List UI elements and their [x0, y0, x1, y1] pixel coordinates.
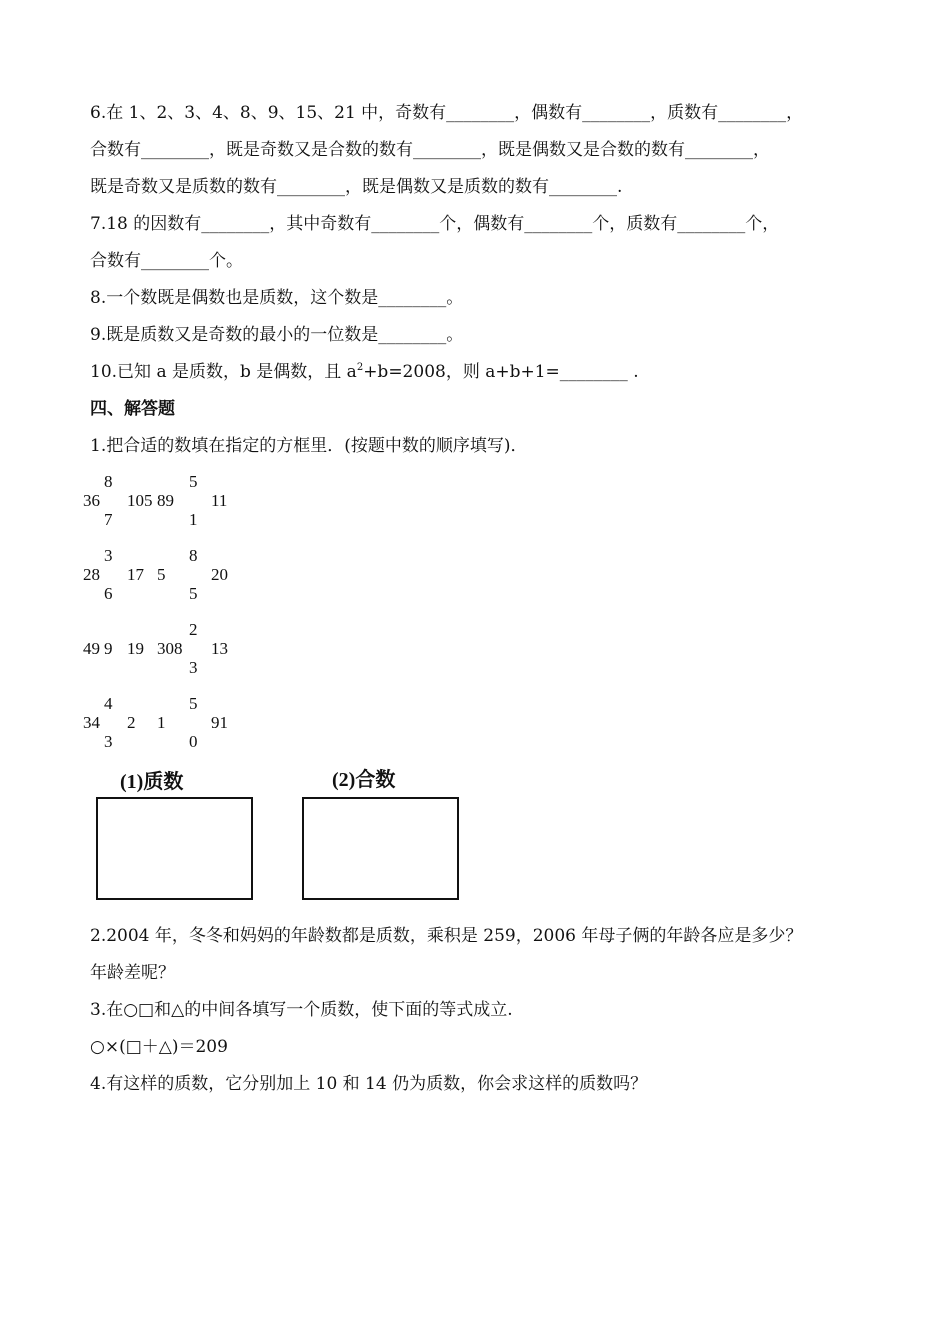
q8: 8.一个数既是偶数也是质数，这个数是________。	[90, 288, 464, 308]
grid-num: 3	[189, 658, 198, 677]
composite-box-label: (2)合数	[332, 769, 396, 791]
grid-num: 91	[211, 713, 228, 732]
a3: 3.在○□和△的中间各填写一个质数，使下面的等式成立.	[90, 1000, 513, 1020]
a2-line2: 年龄差呢？	[90, 963, 175, 983]
grid-num: 34	[83, 713, 100, 732]
q6-line1: 6.在 1、2、3、4、8、9、15、21 中，奇数有________，偶数有________，质数有________，	[90, 103, 804, 123]
prime-box-label: (1)质数	[120, 771, 184, 793]
grid-num: 6	[104, 584, 113, 603]
prime-answer-box[interactable]	[96, 797, 253, 900]
grid-num: 49	[83, 639, 100, 658]
grid-num: 8	[104, 472, 113, 491]
a1: 1.把合适的数填在指定的方框里．(按题中数的顺序填写)．	[90, 436, 528, 456]
a4: 4.有这样的质数，它分别加上 10 和 14 仍为质数，你会求这样的质数吗？	[90, 1074, 648, 1094]
grid-num: 13	[211, 639, 228, 658]
q6-line3: 既是奇数又是质数的数有________，既是偶数又是质数的数有________.	[90, 177, 623, 197]
grid-num: 2	[189, 620, 198, 639]
grid-num: 20	[211, 565, 228, 584]
q9: 9.既是质数又是奇数的最小的一位数是________。	[90, 325, 464, 345]
grid-num: 105	[127, 491, 153, 510]
grid-num: 1	[157, 713, 166, 732]
grid-num: 7	[104, 510, 113, 529]
grid-num: 0	[189, 732, 198, 751]
grid-num: 3	[104, 546, 113, 565]
a2-line1: 2.2004 年，冬冬和妈妈的年龄数都是质数，乘积是 259，2006 年母子俩的年龄各应是多少？	[90, 926, 803, 946]
grid-num: 4	[104, 694, 113, 713]
a3-equation: ○×(□＋△)＝209	[90, 1037, 228, 1057]
composite-answer-box[interactable]	[302, 797, 459, 900]
q7-line2: 合数有________个。	[90, 251, 243, 271]
grid-num: 1	[189, 510, 198, 529]
grid-num: 28	[83, 565, 100, 584]
grid-num: 8	[189, 546, 198, 565]
q10	[90, 362, 639, 382]
section-title: 四、解答题	[90, 399, 175, 419]
grid-num: 89	[157, 491, 174, 510]
grid-num: 36	[83, 491, 100, 510]
grid-num: 3	[104, 732, 113, 751]
grid-num: 9	[104, 639, 113, 658]
q10-post: +b=2008，则 a+b+1=________ .	[363, 362, 639, 382]
grid-num: 5	[157, 565, 166, 584]
grid-num: 11	[211, 491, 228, 510]
q7-line1: 7.18 的因数有________，其中奇数有________个，偶数有________个，质数有________个，	[90, 214, 780, 234]
grid-num: 308	[157, 639, 183, 658]
grid-num: 5	[189, 584, 198, 603]
grid-num: 5	[189, 694, 198, 713]
grid-num: 2	[127, 713, 136, 732]
q6-line2: 合数有________，既是奇数又是合数的数有________，既是偶数又是合数的数有________，	[90, 140, 770, 160]
grid-num: 19	[127, 639, 144, 658]
grid-num: 17	[127, 565, 144, 584]
q10-exponent: 2	[356, 362, 364, 373]
q10-pre: 10.已知 a 是质数，b 是偶数，且 a	[90, 362, 357, 382]
grid-num: 5	[189, 472, 198, 491]
